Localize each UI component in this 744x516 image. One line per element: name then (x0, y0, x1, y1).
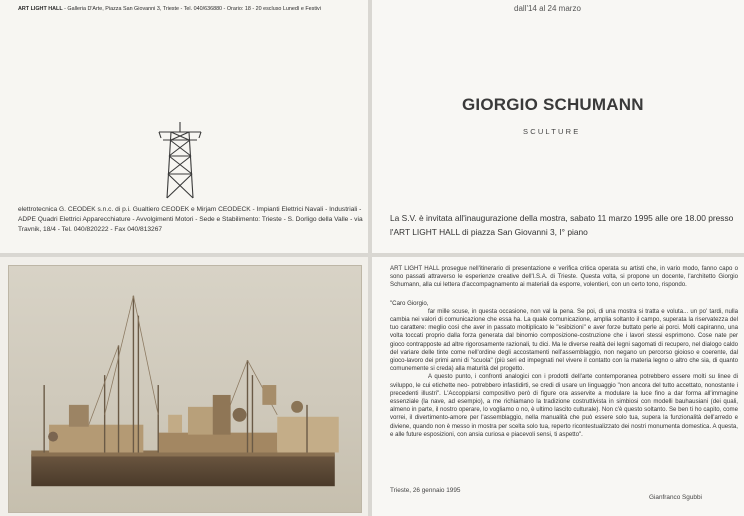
cover-panel (372, 0, 744, 253)
exhibition-dates: dall'14 al 24 marzo (514, 4, 581, 13)
intro-paragraph: ART LIGHT HALL prosegue nell'itinerario di presentazione e verifica critica operata su artisti che, in vario modo, fanno capo o sono passati attraverso le esperienze creative dell'I.S.A. di Trieste. Questa volta, si propone un docente, l'architetto Giorgio Schumann, alla cui lettera d'accompagnamento ai materiali da esporre, volentieri, con un certo tono, rispondo. (390, 265, 738, 289)
invitation-text: La S.V. è invitata all'inaugurazione della mostra, sabato 11 marzo 1995 alle ore 18.00 presso l'ART LIGHT HALL di piazza San Giovanni 3, I° piano (390, 213, 734, 237)
sculpture-photo (8, 265, 362, 513)
gallery-header (18, 6, 363, 12)
sponsor-text: elettrotecnica G. CEODEK s.n.c. di p.i. Gualtiero CEODEK e Mirjam CEODECK - Impianti Elettrici Navali - Industriali - ADPE Quadri Elettrici Apparecchiature - Avvolgimenti Motori - Sede e Stabilimento: Trieste - S. Dorligo della Valle - via Travnik, 18/4 - Tel. 040/820222 - Fax 040/813267 (18, 206, 363, 233)
venue-details: - Galleria D'Arte, Piazza San Giovanni 3, Trieste - Tel. 040/636880 - Orario: 18 - 20 escluso Lunedì e Festivi (62, 6, 321, 12)
pylon-icon (157, 120, 203, 200)
exhibition-subtitle: SCULTURE (523, 127, 581, 136)
salutation: "Caro Giorgio, (390, 299, 429, 307)
letter-panel (372, 257, 744, 516)
letter-paragraph-2: A questo punto, i confronti analogici con i prodotti dell'arte contemporanea potrebbero essere molti su linee di sviluppo, le cui etichette neo- potrebbero infastidirti, se credi di usare un linguaggio "non ancora del tutto accettato, nonostante i precedenti illustri". L'Accoppiarsi compositivo però di figure ora asservite a modulare la luce fino a dar forma all'immagine essenziale (la nave, ad esempio), a me richiamano la tradizione costruttivista in simbiosi con modelli bauhausiani (dei quali, almeno in parte, il nostro operare, lo vogliamo o no, è ultimo lascito culturale). Non c'è questo soltanto. Se ben ti ho capito, come vorrei, il divertimento-amore per l'assemblaggio, nella manualità che può essere solo tua, supera la funzionalità dell'arredo e diviene, quando non è messo in mostra per scelta solo tua, reperto ricontestualizzato dei nostri monumenta domestica. A questa, e alle future esposizioni, con ansia curiosa e piacevoli sensi, ti aspetto". (390, 373, 738, 438)
sponsor-panel (0, 0, 368, 253)
letter-date: Trieste, 26 gennaio 1995 (390, 487, 461, 494)
letter-paragraph-1: far mille scuse, in questa occasione, non val la pena. Se poi, di una mostra si tratta e voluta... un po' tardi, nulla cambia nei valori di comunicazione che essa ha. La quale comunicazione, amplia soltanto il campo, superata la riservatezza del tuo carattere: meglio così che aver in passato moltiplicato le "esibizioni" e aver forze buttato perle ai porci. Molti capiranno, una volta toccati proprio dalla forza generata dal binomio composizione-costruzione che i lavori stessi esprimono. Cose nate per gioco contrapposte ad altre rigorosamente razionali, tu dici. Ma le diverse realtà dei legni sagomati di recupero, nel dialogo caldo del variare delle tinte come nell'ordine degli accostamenti nell'assemblaggio, non negano un percorso gioioso e coerente, dal gioco-lavoro dei primi anni di "scuola" (più seri ed impegnati nel vivere il contatto con la materia legno o altro che sia, di quanto comunemente si creda) alla maturità del progetto. (390, 307, 738, 373)
letter-body (390, 265, 738, 439)
letter-signature: Gianfranco Sgubbi (649, 494, 702, 501)
artwork-panel (0, 257, 368, 516)
venue-name: ART LIGHT HALL (18, 6, 63, 12)
artist-name: GIORGIO SCHUMANN (462, 95, 644, 114)
